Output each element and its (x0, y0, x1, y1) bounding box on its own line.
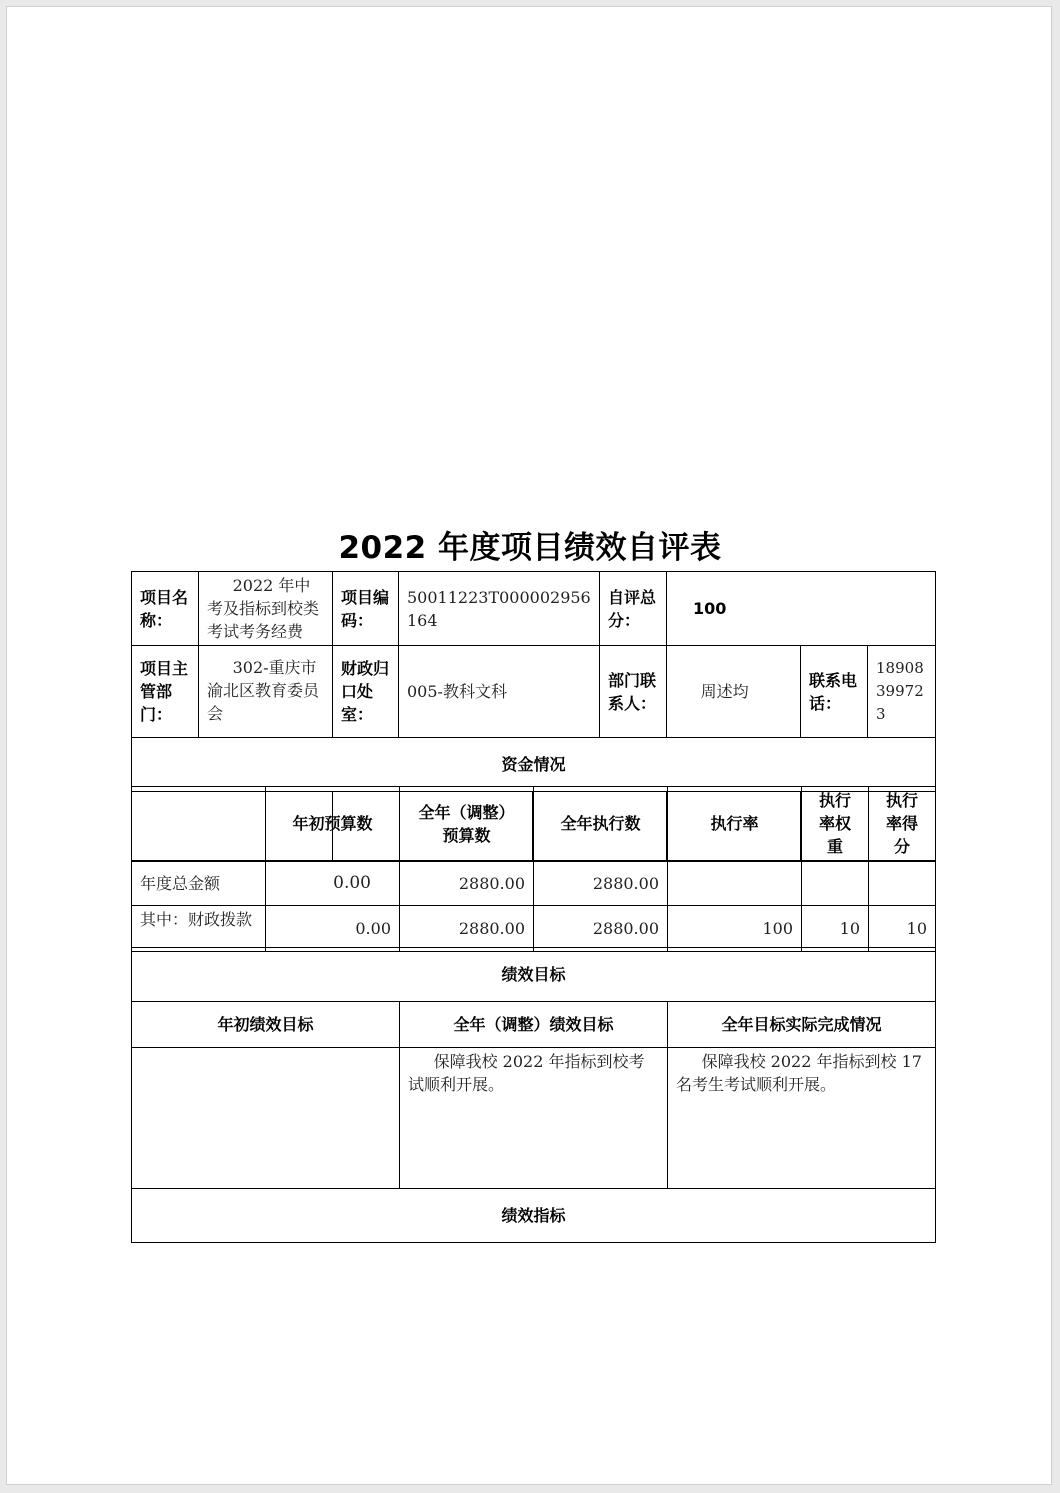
phone-value: 18908399723 (868, 646, 936, 738)
project-name-value: 2022 年中考及指标到校类考试考务经费 (199, 572, 333, 646)
funds-header-executed: 全年执行数 (534, 787, 668, 861)
department-info-row (132, 646, 936, 738)
goals-initial (132, 1048, 400, 1189)
funds-executed: 2880.00 (534, 861, 668, 906)
funds-section-title: 资金情况 (132, 738, 936, 792)
goals-section-title: 绩效目标 (132, 948, 936, 1002)
funds-section-row (132, 738, 936, 792)
funds-score (869, 861, 936, 906)
funds-initial: 0.00 (266, 906, 400, 952)
goals-header-actual: 全年目标实际完成情况 (668, 1002, 936, 1048)
goals-table (131, 947, 936, 1243)
goals-header-initial: 年初绩效目标 (132, 1002, 400, 1048)
project-info-row (132, 572, 936, 646)
dept-value: 302-重庆市渝北区教育委员会 (199, 646, 333, 738)
goals-header-row (132, 1002, 936, 1048)
goals-adjusted: 保障我校 2022 年指标到校考试顺利开展。 (400, 1048, 668, 1189)
funds-header-score: 执行率得分 (869, 787, 936, 861)
funds-table (131, 786, 936, 952)
indicators-section-row (132, 1189, 936, 1243)
goals-actual: 保障我校 2022 年指标到校 17 名考生考试顺利开展。 (668, 1048, 936, 1189)
project-code-value: 50011223T000002956164 (399, 572, 600, 646)
funds-row-total (132, 861, 936, 906)
funds-header-rate: 执行率 (668, 787, 802, 861)
funds-adjusted: 2880.00 (400, 906, 534, 952)
funds-rate: 100 (668, 906, 802, 952)
document-title: 2022 年度项目绩效自评表 (338, 530, 722, 566)
project-code-label: 项目编码： (333, 572, 399, 646)
dept-label: 项目主管部门： (132, 646, 199, 738)
funds-score: 10 (869, 906, 936, 952)
funds-row-fiscal (132, 906, 936, 952)
finance-office-value: 005-教科文科 (399, 646, 600, 738)
funds-executed: 2880.00 (534, 906, 668, 952)
contact-value: 周述均 (667, 646, 801, 738)
goals-section-row (132, 948, 936, 1002)
funds-weight: 10 (802, 906, 869, 952)
funds-header-weight: 执行率权重 (802, 787, 869, 861)
funds-weight (802, 861, 869, 906)
score-label: 自评总分： (600, 572, 667, 646)
funds-rate (668, 861, 802, 906)
funds-row-label: 年度总金额 (132, 861, 266, 906)
contact-label: 部门联系人： (600, 646, 667, 738)
project-name-label: 项目名称： (132, 572, 199, 646)
goals-header-adjusted: 全年（调整）绩效目标 (400, 1002, 668, 1048)
indicators-section-title: 绩效指标 (132, 1189, 936, 1243)
funds-initial: 0.00 (266, 861, 400, 906)
funds-adjusted: 2880.00 (400, 861, 534, 906)
phone-label: 联系电话： (801, 646, 868, 738)
funds-header-adjusted: 全年（调整）预算数 (400, 787, 534, 861)
score-value: 100 (667, 572, 936, 646)
funds-header-blank (132, 787, 266, 861)
finance-office-label: 财政归口处室： (333, 646, 399, 738)
funds-row-label: 其中：财政拨款 (132, 906, 266, 952)
funds-header-initial: 年初预算数 (266, 787, 400, 861)
goals-content-row (132, 1048, 936, 1189)
funds-header-row-detail (132, 787, 936, 861)
